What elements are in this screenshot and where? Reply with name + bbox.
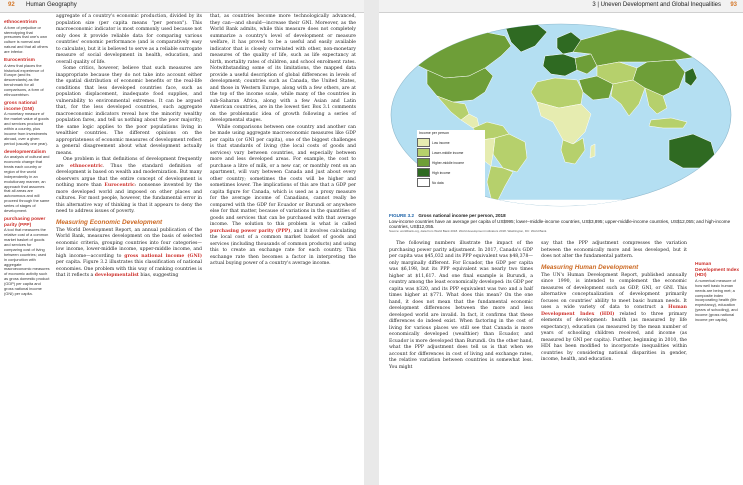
madagascar: [590, 144, 595, 158]
legend-swatch: [417, 158, 430, 167]
text-run: per capita. Figure 3.2 illustrates this classification of national economies. One problem with this way of ranking countries is that it reflects a: [56, 260, 202, 278]
text-run: The UN's Human Development Report, published annually since 1990, is intended to complement the economic measures of development such as GDP, GNI, or GNI. This alternative conceptualization of development primarily focuses on countries' ability to meet basic human needs. It uses a wide variety of data to construct a: [541, 272, 687, 310]
figure-caption-text: Low-income countries have an average per capita of US$995; lower–middle-income countries, US$3,895; upper-middle-income countries, US$12,055; and high-income countries, US$12,055.: [389, 218, 731, 230]
right-header: [379, 0, 743, 13]
legend-row: [417, 148, 485, 157]
paragraph: [56, 228, 202, 280]
section-heading-economic: Measuring Economic Development: [56, 218, 163, 226]
text-run: , and it involves calculating the local cost of a common market basket of goods and services (including thousands of common products) and using this to create an exchange rate for each country. This exchange rate then becomes a factor in interpreting the actual buying power of a country's average income.: [210, 228, 356, 266]
glossary-definition: A tool that measures the relative cost of a common market basket of goods and services for comparing cost of living between countries; used in conjunction with aggregate macroeconomic measures of economic activity such as gross domestic product (GDP) per capita and gross national income (GNI) per capita.: [4, 227, 50, 296]
text-run: . Thus the standard definition of development is based on wealth and modernization. But many observers argue that the entire concept of development is nothing more than: [56, 163, 202, 188]
figure-title: Gross national income per person, 2018: [418, 213, 506, 218]
figure-source: Source: worldbank.org, data from World Bank 2018. World development indicators 2018. Washington, DC: World Bank.: [389, 229, 548, 233]
text-run: : nonsense invented by the more developed world and imposed on other places and cultures. For most people, however, the fundamental error in this alternative way of thinking is that it appears to deny the need to address issues of poverty.: [56, 183, 202, 214]
legend-swatch: [417, 148, 430, 157]
world-map-figure: [387, 22, 735, 208]
left-column-2: [210, 14, 356, 268]
left-column-1: [56, 14, 202, 280]
glossary-term: ethnocentrism: [4, 20, 38, 25]
paragraph: [210, 125, 356, 268]
left-margin-glossary: [4, 20, 50, 300]
figure-label: FIGURE 3.2: [389, 213, 415, 218]
legend-row: [417, 158, 485, 167]
running-head-right: 3 | Uneven Development and Global Inequalities: [592, 2, 721, 8]
map-legend: [417, 130, 485, 214]
text-run: say that the PPP adjustment compresses the variation between the economically more and less developed, but it does not alter the fundamental pattern.: [541, 241, 687, 259]
right-column-1: [389, 241, 533, 371]
left-header: [0, 0, 364, 13]
glossary-term: Human Development Index (HDI): [695, 262, 739, 279]
paragraph: [389, 241, 533, 371]
legend-swatch: [417, 178, 430, 187]
text-run: While comparisons between one country and another can be made using aggregate macroeconomic measures like GDP per capita (or GNI per capita), one of the biggest challenges is that standards of living (the local costs of goods and services) vary between countries, and especially between more and less developed areas. For example, the cost to purchase a litre of milk, or a new car, or monthly rent on an apartment, will vary between Canada and just about every other country; sometimes the costs will be higher and sometimes lower. The implications of this are that a GDP per capita figure for Canada, which is used as a proxy measure for the average income of Canadians, cannot really be compared with the GDP for Ecuador or Burundi or anywhere else for that matter, because of variations in the quantities of goods and services that can be purchased with that average income. The solution to this problem is what is called: [210, 124, 356, 227]
text-run: Some critics, however, believe that such measures are inappropriate because they do not take into account either the spatial distribution of economic benefits or the real-life conditions that less developed countries face, such as population displacement, inadequate food supplies, and vulnerability to environmental extremes. It can be argued that, for the less developed countries, such aggregate macroeconomic indicators reveal how the minority wealthy population fares, and tell us nothing about the poor majority; the same logic applies to the poor populations living in wealthier countries. The different opinions on the appropriateness of economic measures of development reflect a general disagreement about what development actually means.: [56, 66, 202, 156]
paragraph: [56, 14, 202, 66]
paragraph: [56, 157, 202, 216]
new-zealand: [723, 166, 729, 180]
glossary-term: purchasing power parity (PPP): [4, 216, 46, 228]
glossary-term: developmentalism: [4, 149, 46, 155]
glossary-definition: A form of prejudice or stereotyping that presumes that one's own culture is normal and natural and that all others are inferior.: [4, 24, 48, 55]
text-run: aggregate of a country's economic production, divided by its population size (per capita means "per person"). This macroeconomic indicator is most commonly used because not only does it provide reliable data for comparing various countries' economic performance (and is comparatively easy to calculate), but it is believed to serve as a reliable surrogate measure of social development in health, education, and overall quality of life.: [56, 14, 202, 65]
legend-title: Income per person: [419, 131, 449, 135]
legend-label: Higher-middle income: [432, 160, 465, 165]
paragraph: [541, 241, 687, 261]
legend-label: High income: [432, 170, 451, 175]
glossary-term-highlight: purchasing power parity (PPP): [210, 228, 291, 234]
legend-swatch: [417, 138, 430, 147]
glossary-term-highlight: developmentalist: [94, 273, 139, 278]
text-run: that, as countries become more technologically advanced, they can—and should—increase their GNI. Moreover, as the World Bank admits, while this measure does not completely summarize a country's level of development or measure welfare, it has proved to be a useful and easily available indicator that is closely correlated with other, non-monetary measures of the quality of life, such as life expectancy at birth, mortality rates of children, and school enrolment rates. Notwithstanding some of its limitations, the mapped data provide a useful description of global differences in levels of development; countries such as Canada, the United States, and those in Western Europe, along with a few others, are at the top of the income scale, while many of the countries in sub-Saharan Africa, along with a few Asian and Latin American countries, are in the lowest tier. Box 3.1 comments on the problematic idea of growth following a series of developmental stages.: [210, 14, 356, 123]
legend-swatch: [417, 168, 430, 177]
glossary-term: gross national income (GNI): [4, 100, 37, 112]
paragraph: [210, 14, 356, 125]
glossary-definition: A monetary measure of the market value of goods and services produced within a country, plus income from investments abroad, over a given period (usually one year).: [4, 111, 49, 146]
paragraph: [56, 66, 202, 157]
glossary-term-highlight: ethnocentric: [69, 163, 103, 169]
right-page: [379, 0, 743, 485]
glossary-definition: An analysis of cultural and economic change that treats each country or region of the world independently in an evolutionary manner, an approach that assumes that all areas are autonomous and will proceed through the same series of stages of development.: [4, 154, 50, 214]
legend-row: [417, 168, 485, 177]
text-run: The World Development Report, an annual publication of the World Bank, measures development on the basis of selected economic criteria, grouping countries into four categories—low income, lower-middle income, upper-middle income, and high income—according to: [56, 227, 202, 259]
text-run: One problem is that definitions of development frequently are: [56, 157, 202, 169]
glossary-term-highlight: gross national income (GNI): [124, 253, 202, 259]
legend-row: [417, 178, 485, 187]
text-run: bias, suggesting: [138, 273, 179, 278]
glossary-term: Eurocentrism: [4, 58, 35, 64]
legend-label: Lower-middle income: [432, 150, 464, 155]
glossary-term-highlight: Human Development Index (HDI): [541, 305, 687, 317]
legend-row: [417, 138, 485, 147]
running-head-left: Human Geography: [26, 2, 77, 8]
paragraph: [541, 273, 687, 364]
glossary-definition: A numerical measure of how well basic human needs are being met; a composite index incorporating health (life expectancy), education (years of schooling), and income (gross national income per capita).: [695, 277, 738, 323]
text-run: The following numbers illustrate the impact of the purchasing power parity adjustment. In 2017, Canada's GDP per capita was $45,032 and its PPP equivalent was $48,378—only marginally different. For Ecuador, the GDP per capita was $6,198, but its PPP equivalent was nearly two times higher at $11,617. And one final example is Burundi, a country among the least economically developed: its GDP per capita was $320, and its PPP equivalent was two and a half times higher at $771. What does this mean? On the one hand, it does not mean that the fundamental economic development differences between the more and less developed world are invalid. In fact, it confirms that these differences do indeed exist. When factoring in the cost of living for various places we still see that Canada is more economically developed (wealthier) than Ecuador, and Ecuador is more developed than Burundi. On the other hand, what the PPP adjustment does tell us is that when we account for differences in cost of living and exchange rates, the relative variation between countries is somewhat less. You might: [389, 241, 533, 370]
right-margin-glossary: [695, 262, 739, 326]
glossary-definition: A view that places the historical experience of Europe (and its descendants) as the benchmark for all comparisons, a form of ethnocentrism.: [4, 62, 44, 98]
glossary-term-highlight: Eurocentric: [104, 183, 135, 188]
section-heading-human: Measuring Human Development: [541, 263, 639, 271]
left-page: [0, 0, 364, 485]
right-column-2: [541, 241, 687, 364]
legend-label: Low income: [432, 140, 450, 145]
page-number-right: 93: [730, 2, 737, 8]
text-run: related to three primary elements of development: health (as measured by life expectancy), education (as measured by the mean number of years of schooling children received, and income (as measured by GNI per capita). Further, beginning in 2010, the HDI has been modified to incorporate inequalities within countries by considering national disparities in gender, income, health, and education.: [541, 311, 687, 362]
page-number-left: 92: [8, 2, 15, 8]
figure-caption: [389, 213, 733, 230]
legend-label: No data: [432, 180, 444, 185]
